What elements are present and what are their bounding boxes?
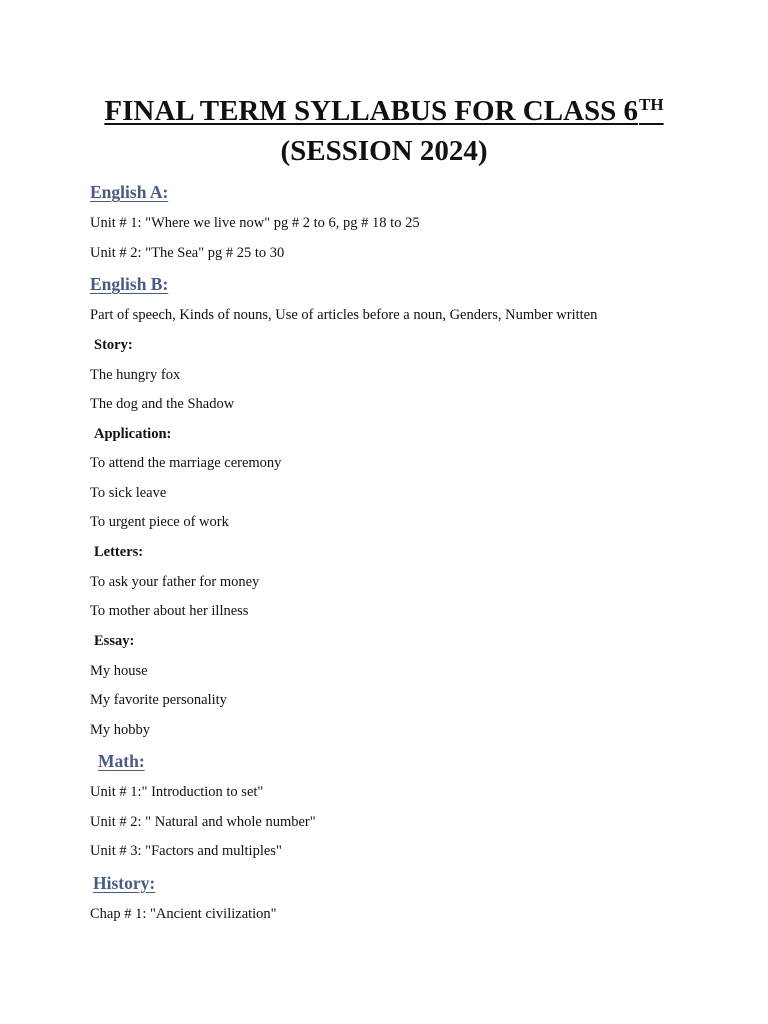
english-b-intro: Part of speech, Kinds of nouns, Use of articles before a noun, Genders, Number written xyxy=(90,307,598,323)
application-item: To attend the marriage ceremony xyxy=(90,455,282,471)
letters-item: To mother about her illness xyxy=(90,603,249,619)
essay-item: My hobby xyxy=(90,722,151,738)
application-label: Application: xyxy=(94,426,172,442)
essay-item: My favorite personality xyxy=(90,692,227,708)
page-title xyxy=(0,94,768,128)
application-item: To sick leave xyxy=(90,485,167,501)
math-item: Unit # 2: " Natural and whole number" xyxy=(90,814,316,830)
english-a-item: Unit # 2: "The Sea" pg # 25 to 30 xyxy=(90,245,285,261)
math-item: Unit # 3: "Factors and multiples" xyxy=(90,843,282,859)
english-a-item: Unit # 1: "Where we live now" pg # 2 to 6, pg # 18 to 25 xyxy=(90,215,420,231)
math-heading: Math: xyxy=(98,751,145,771)
story-label: Story: xyxy=(94,337,133,353)
essay-label: Essay: xyxy=(94,633,135,649)
essay-item: My house xyxy=(90,663,148,679)
session-title: (SESSION 2024) xyxy=(280,135,488,167)
title-line-1: FINAL TERM SYLLABUS FOR CLASS 6 xyxy=(104,95,639,127)
letters-item: To ask your father for money xyxy=(90,574,260,590)
history-item: Chap # 1: "Ancient civilization" xyxy=(90,906,277,922)
math-item: Unit # 1:" Introduction to set" xyxy=(90,784,264,800)
english-b-heading: English B: xyxy=(90,274,169,294)
history-heading: History: xyxy=(93,873,156,893)
story-item: The hungry fox xyxy=(90,367,181,383)
english-a-heading: English A: xyxy=(90,182,169,202)
application-item: To urgent piece of work xyxy=(90,514,229,530)
letters-label: Letters: xyxy=(94,544,144,560)
story-item: The dog and the Shadow xyxy=(90,396,235,412)
title-superscript: TH xyxy=(639,95,664,114)
